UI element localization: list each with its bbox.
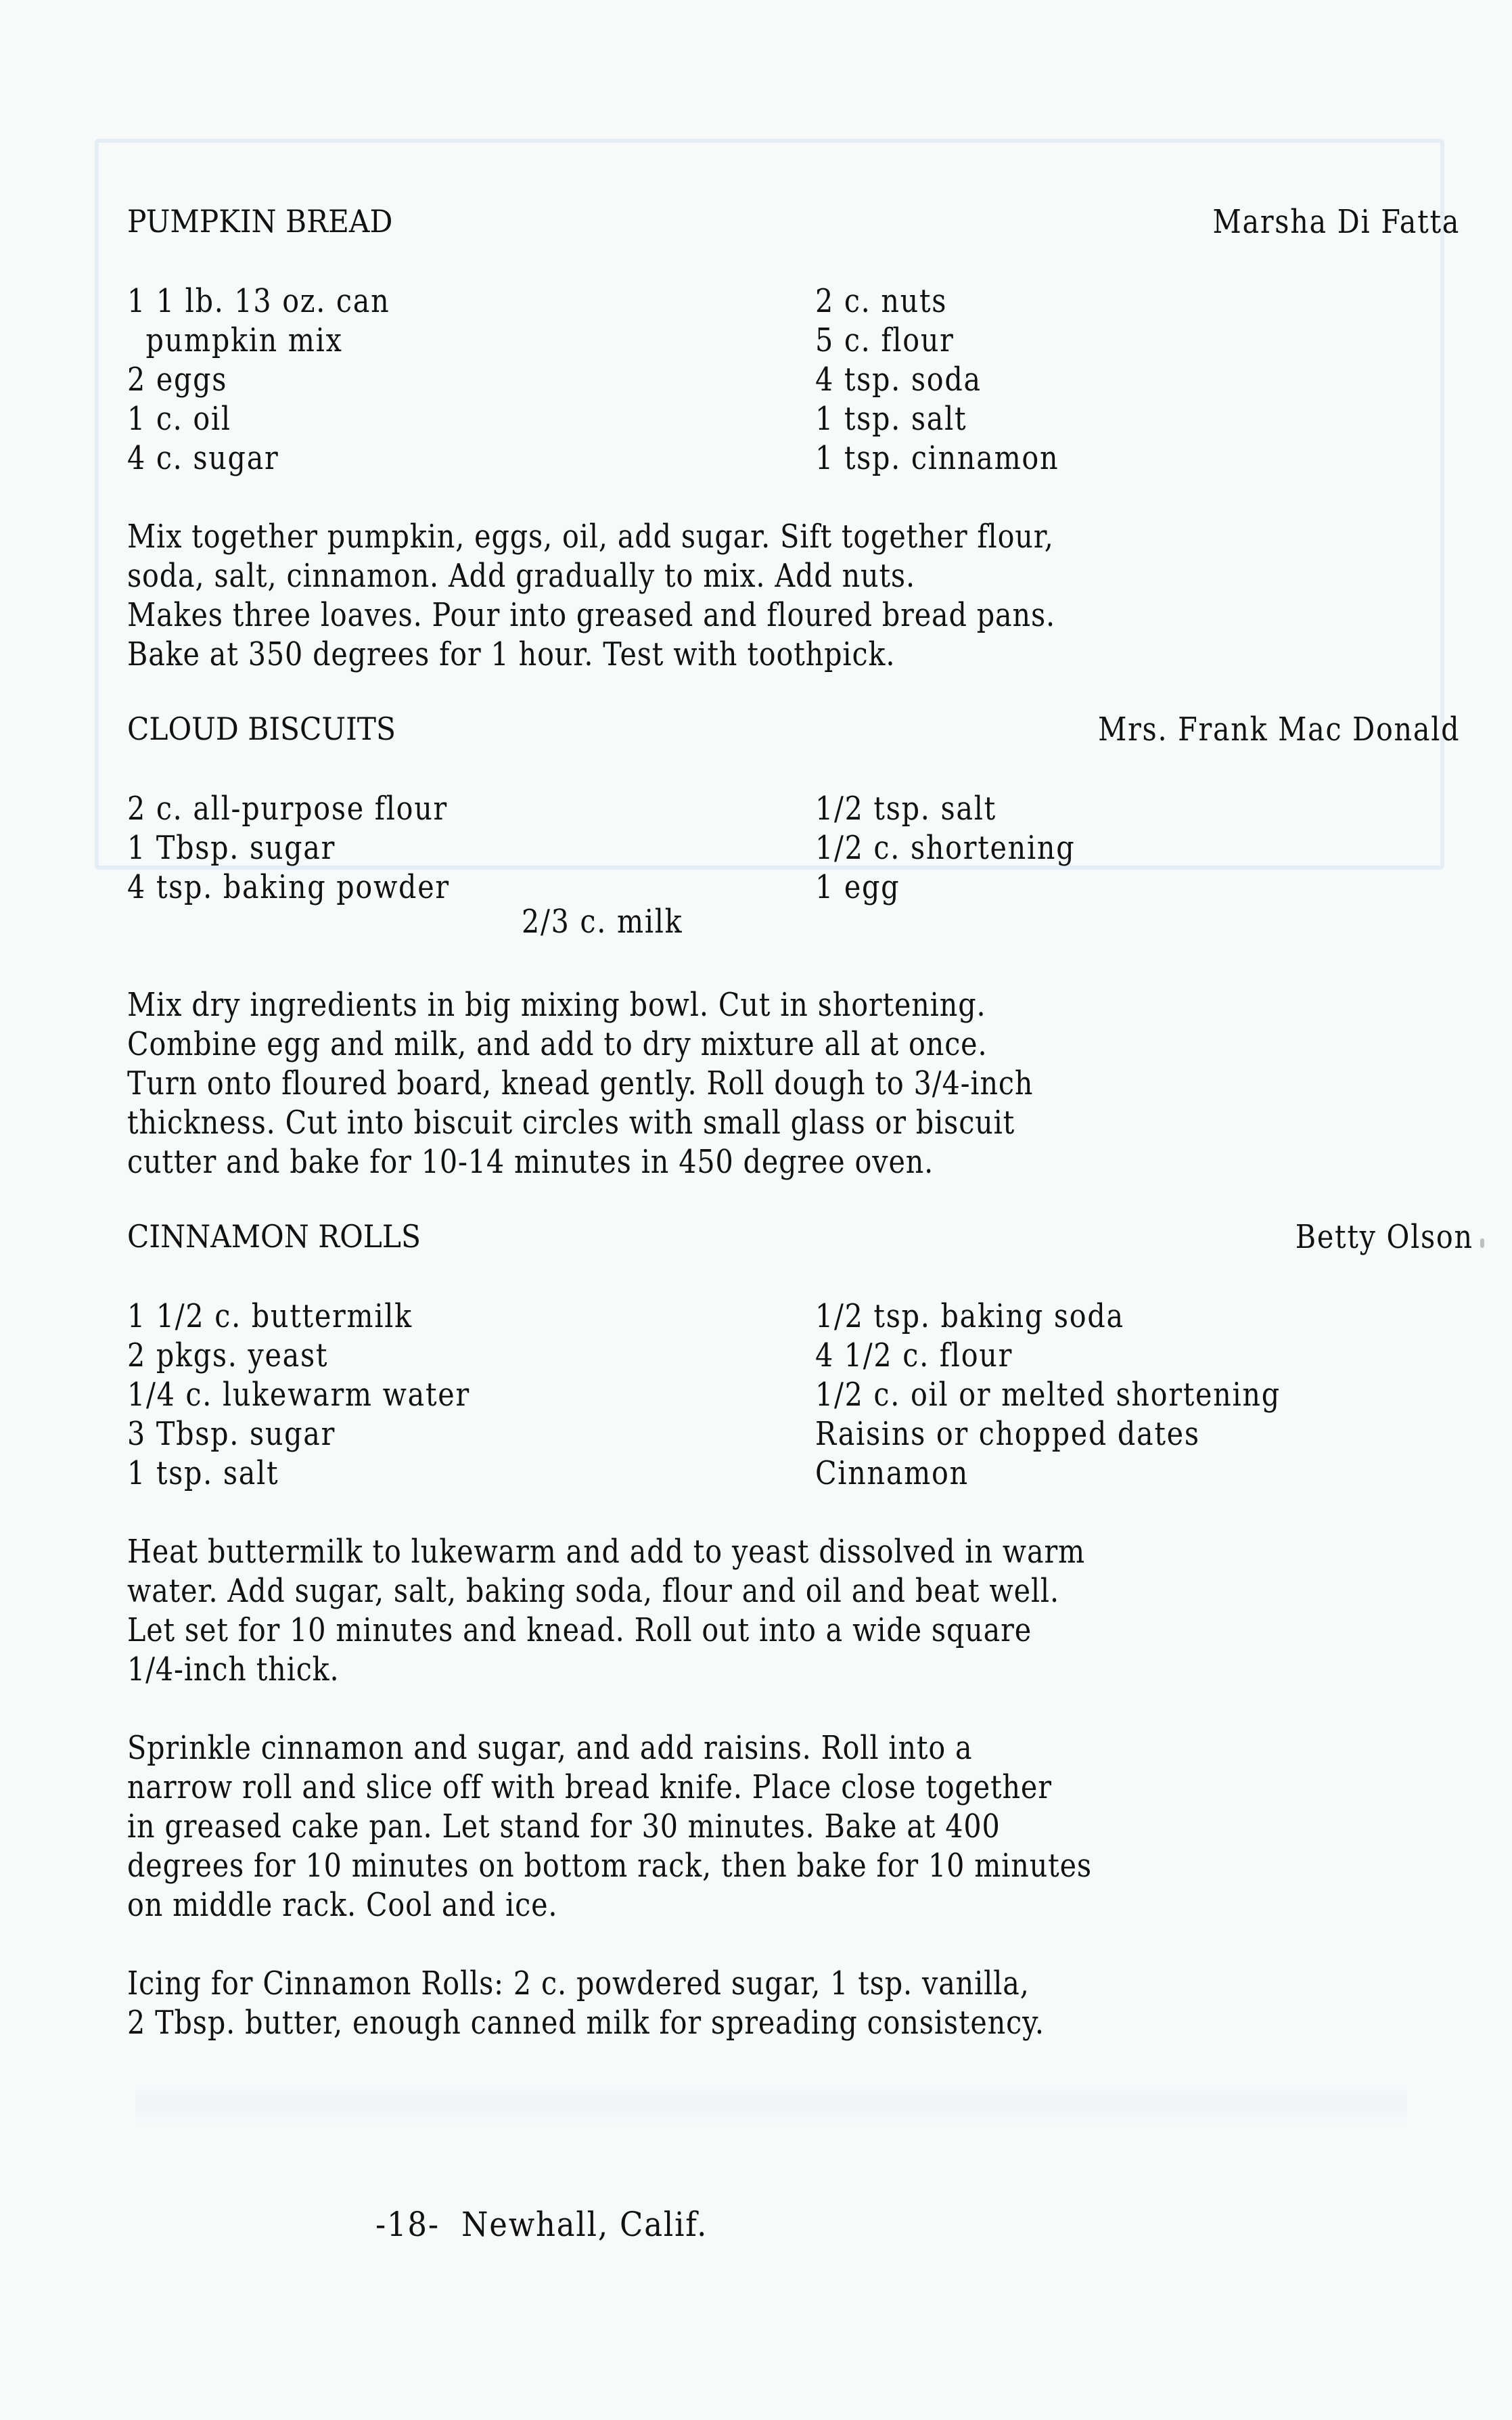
ingredient: 2 pkgs. yeast: [127, 1337, 329, 1374]
ingredient: 1 tsp. salt: [815, 400, 967, 438]
instruction-line: 1/4-inch thick.: [127, 1651, 340, 1688]
paper-speck: [1480, 1238, 1484, 1248]
ingredients-list: [127, 282, 1460, 478]
recipe-author: Marsha Di Fatta: [1212, 203, 1460, 241]
ingredient: 2 eggs: [127, 361, 228, 399]
ingredients-list: [127, 789, 1460, 946]
ingredient: 1/2 tsp. baking soda: [815, 1297, 1124, 1335]
recipe-title: PUMPKIN BREAD: [127, 203, 393, 240]
ingredient: 3 Tbsp. sugar: [127, 1415, 336, 1453]
recipe-author: Betty Olson: [1296, 1218, 1473, 1256]
ingredients-left-column: [127, 282, 433, 478]
ingredient: Cinnamon: [815, 1454, 969, 1492]
ingredient: 4 tsp. baking powder: [127, 868, 450, 906]
page-footer: [375, 2205, 708, 2244]
ingredients-left-column: [127, 1297, 526, 1493]
recipe-instructions: [127, 1532, 1473, 1689]
ingredient: Raisins or chopped dates: [815, 1415, 1200, 1453]
ingredients-list: [127, 1297, 1473, 1493]
instruction-line: Mix together pumpkin, eggs, oil, add sugar. Sift together flour,: [127, 518, 1054, 556]
instruction-line: water. Add sugar, salt, baking soda, flour and oil and beat well.: [127, 1572, 1059, 1610]
ingredient: 2 c. all-purpose flour: [127, 790, 448, 828]
recipe-pumpkin-bread: [127, 203, 1460, 674]
instruction-line: Bake at 350 degrees for 1 hour. Test with toothpick.: [127, 635, 896, 673]
instruction-line: Icing for Cinnamon Rolls: 2 c. powdered sugar, 1 tsp. vanilla,: [127, 1965, 1030, 2002]
ingredient: 1 tsp. cinnamon: [815, 439, 1059, 477]
instruction-line: Combine egg and milk, and add to dry mixture all at once.: [127, 1025, 988, 1063]
ingredient: 1/2 c. shortening: [815, 829, 1076, 867]
footer-location: Newhall, Calif.: [461, 2205, 708, 2244]
ingredient: 2 c. nuts: [815, 282, 948, 320]
ingredient: 1 1 lb. 13 oz. can: [127, 282, 390, 320]
instruction-line: on middle rack. Cool and ice.: [127, 1886, 558, 1924]
instruction-line: 2 Tbsp. butter, enough canned milk for spreading consistency.: [127, 2004, 1045, 2042]
ingredient: 1 c. oil: [127, 400, 231, 438]
recipe-header: [127, 1218, 1473, 1259]
recipe-header: [127, 711, 1460, 751]
ingredient: 1 egg: [815, 868, 900, 906]
ingredient: 5 c. flour: [815, 321, 955, 359]
recipe-title: CLOUD BISCUITS: [127, 711, 396, 747]
recipe-cinnamon-rolls: [127, 1218, 1473, 2042]
ingredient: pumpkin mix: [145, 321, 343, 359]
instruction-line: in greased cake pan. Let stand for 30 minutes. Bake at 400: [127, 1808, 1001, 1845]
ingredients-right-column: [815, 282, 1099, 478]
ingredient: 4 tsp. soda: [815, 361, 982, 399]
instruction-line: Turn onto floured board, knead gently. Roll dough to 3/4-inch: [127, 1065, 1034, 1102]
recipe-instructions: [127, 985, 1460, 1182]
instruction-line: Makes three loaves. Pour into greased and floured bread pans.: [127, 596, 1055, 634]
recipe-author: Mrs. Frank Mac Donald: [1097, 711, 1460, 748]
icing-instructions: [127, 1964, 1473, 2042]
ingredients-right-column: [815, 1297, 1356, 1493]
instruction-line: degrees for 10 minutes on bottom rack, then bake for 10 minutes: [127, 1847, 1092, 1885]
showthrough-band: [135, 2084, 1407, 2125]
ingredients-right-column: [815, 789, 1118, 907]
recipe-cloud-biscuits: [127, 711, 1460, 1182]
instruction-line: soda, salt, cinnamon. Add gradually to mix. Add nuts.: [127, 557, 915, 595]
ingredient: 4 1/2 c. flour: [815, 1337, 1013, 1374]
recipe-title: CINNAMON ROLLS: [127, 1218, 421, 1255]
recipe-header: [127, 203, 1460, 244]
ingredient: 1 Tbsp. sugar: [127, 829, 336, 867]
ingredient: 1 tsp. salt: [127, 1454, 279, 1492]
instruction-line: cutter and bake for 10-14 minutes in 450 degree oven.: [127, 1143, 934, 1181]
instruction-line: thickness. Cut into biscuit circles with small glass or biscuit: [127, 1104, 1015, 1142]
instruction-line: narrow roll and slice off with bread knife. Place close together: [127, 1768, 1052, 1806]
instruction-line: Mix dry ingredients in big mixing bowl. Cut in shortening.: [127, 986, 986, 1024]
ingredient: 4 c. sugar: [127, 439, 279, 477]
instruction-line: Let set for 10 minutes and knead. Roll out into a wide square: [127, 1611, 1032, 1649]
ingredient-centered: 2/3 c. milk: [522, 903, 683, 941]
instruction-line: Sprinkle cinnamon and sugar, and add raisins. Roll into a: [127, 1729, 973, 1767]
ingredient: 1 1/2 c. buttermilk: [127, 1297, 413, 1335]
page-number: -18-: [375, 2205, 440, 2244]
recipe-instructions-continued: [127, 1728, 1473, 1925]
recipe-instructions: [127, 517, 1460, 674]
instruction-line: Heat buttermilk to lukewarm and add to yeast dissolved in warm: [127, 1533, 1086, 1571]
ingredient: 1/2 tsp. salt: [815, 790, 996, 828]
ingredient: 1/2 c. oil or melted shortening: [815, 1376, 1281, 1414]
ingredient: 1/4 c. lukewarm water: [127, 1376, 470, 1414]
ingredients-left-column: [127, 789, 502, 907]
